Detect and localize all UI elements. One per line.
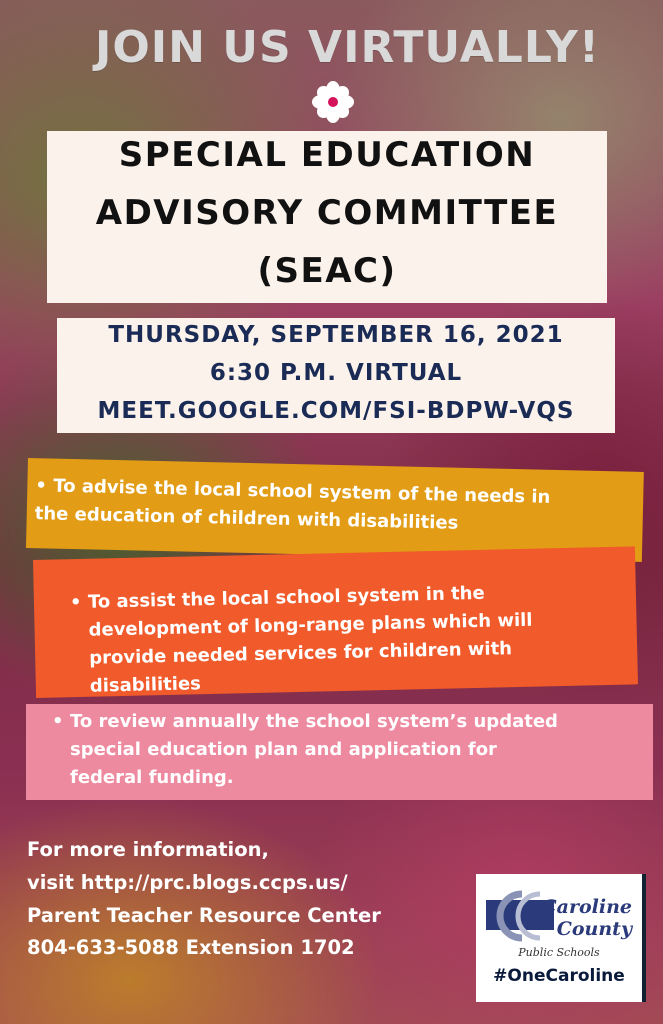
footer-organization: Parent Teacher Resource Center xyxy=(27,904,381,927)
purpose-text-line: federal funding. xyxy=(70,767,234,788)
purpose-text-line: disabilities xyxy=(89,673,202,697)
bullet: • xyxy=(69,591,82,614)
purpose-text-line: To review annually the school system’s updated xyxy=(70,711,558,732)
flower-icon xyxy=(311,80,355,124)
purpose-text-line: special education plan and application for xyxy=(70,739,497,760)
title-line-3: (SEAC) xyxy=(257,251,397,291)
purpose-text-line: the education of children with disabilities xyxy=(34,503,459,534)
purpose-text-line: To advise the local school system of the needs in xyxy=(53,475,551,508)
headline: JOIN US VIRTUALLY! xyxy=(95,22,600,73)
meeting-link[interactable]: MEET.GOOGLE.COM/FSI-BDPW-VQS xyxy=(97,398,575,424)
logo-subtitle: Public Schools xyxy=(518,946,600,959)
purpose-band-3 xyxy=(26,704,653,800)
bullet: • xyxy=(52,711,64,732)
meeting-date: THURSDAY, SEPTEMBER 16, 2021 xyxy=(108,322,564,348)
meeting-time: 6:30 P.M. VIRTUAL xyxy=(209,360,463,386)
title-line-2: ADVISORY COMMITTEE xyxy=(95,193,559,233)
logo-word-county: County xyxy=(556,918,632,940)
footer-info-heading: For more information, xyxy=(27,838,269,861)
purpose-band-1 xyxy=(26,458,644,562)
logo-word-caroline: Caroline xyxy=(541,896,632,918)
bullet: • xyxy=(35,475,48,497)
meeting-info-box xyxy=(57,318,615,433)
footer-phone[interactable]: 804-633-5088 Extension 1702 xyxy=(27,936,355,959)
purpose-text-line: To assist the local school system in the xyxy=(87,582,485,613)
purpose-text-line: development of long-range plans which will xyxy=(88,609,533,641)
footer-website[interactable]: visit http://prc.blogs.ccps.us/ xyxy=(27,871,348,894)
purpose-text-line: provide needed services for children with xyxy=(89,638,513,669)
title-box xyxy=(47,131,607,303)
district-logo xyxy=(476,874,646,1002)
title-line-1: SPECIAL EDUCATION xyxy=(118,135,536,175)
purpose-band-2 xyxy=(33,546,638,698)
logo-hashtag: #OneCaroline xyxy=(493,966,625,986)
